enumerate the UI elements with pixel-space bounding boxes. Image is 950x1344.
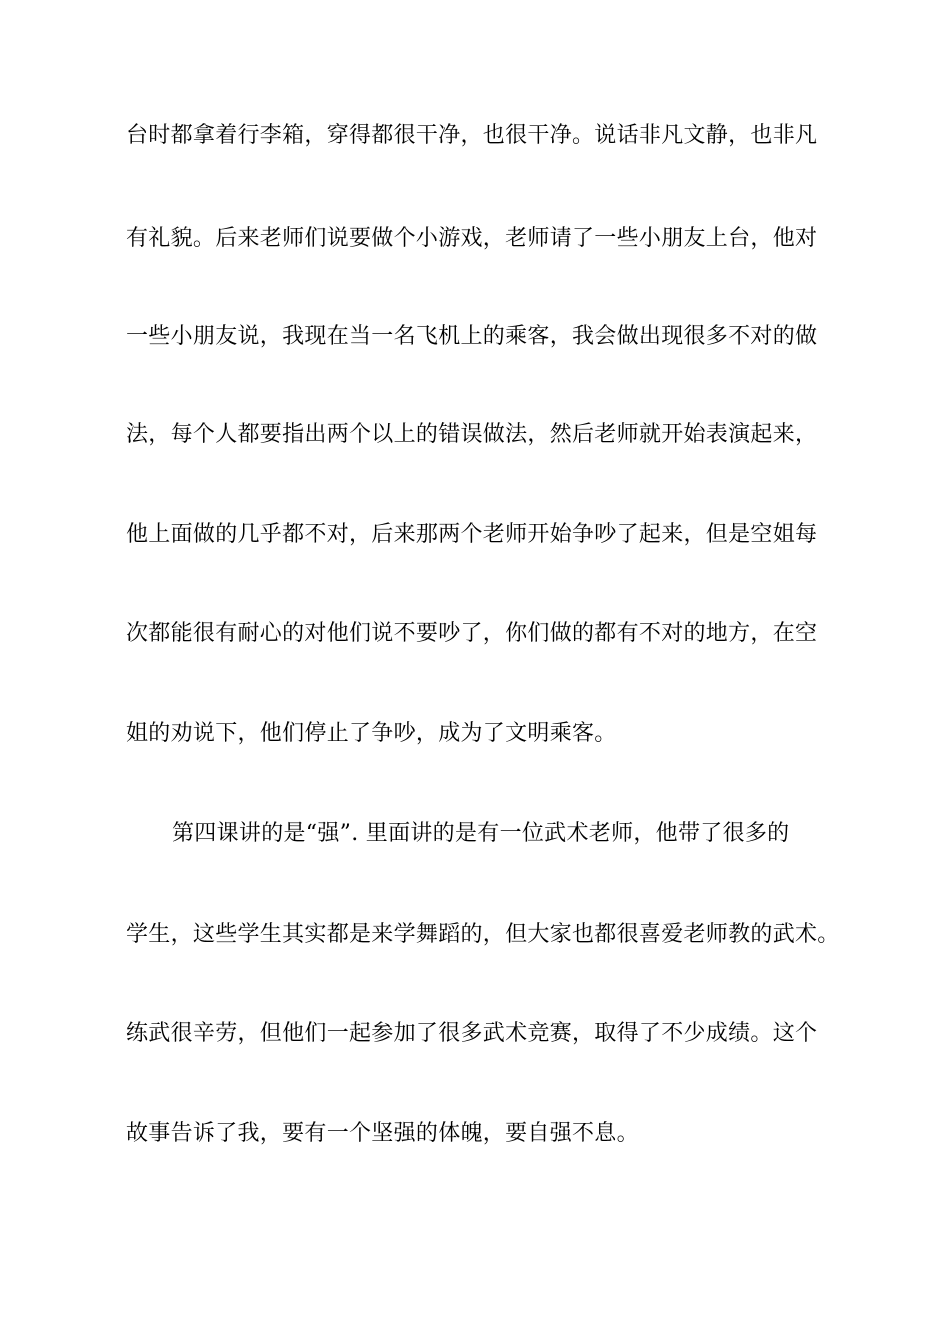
text-line: 台时都拿着行李箱，穿得都很干净，也很干净。说话非凡文静，也非凡 bbox=[126, 123, 818, 148]
paragraph-first-line: 第四课讲的是“强”. 里面讲的是有一位武术老师，他带了很多的 bbox=[172, 821, 790, 846]
text-line: 故事告诉了我，要有一个坚强的体魄，要自强不息。 bbox=[126, 1121, 639, 1146]
text-line: 他上面做的几乎都不对，后来那两个老师开始争吵了起来，但是空姐每 bbox=[126, 522, 818, 547]
text-line: 一些小朋友说，我现在当一名飞机上的乘客，我会做出现很多不对的做 bbox=[126, 324, 818, 349]
text-line: 学生，这些学生其实都是来学舞蹈的，但大家也都很喜爱老师教的武术。 bbox=[126, 922, 840, 947]
text-line: 法，每个人都要指出两个以上的错误做法，然后老师就开始表演起来， bbox=[126, 422, 818, 447]
text-line: 有礼貌。后来老师们说要做个小游戏，老师请了一些小朋友上台，他对 bbox=[126, 226, 818, 251]
text-line: 练武很辛劳，但他们一起参加了很多武术竞赛，取得了不少成绩。这个 bbox=[126, 1021, 818, 1046]
text-line: 次都能很有耐心的对他们说不要吵了，你们做的都有不对的地方，在空 bbox=[126, 621, 818, 646]
text-line: 姐的劝说下，他们停止了争吵，成为了文明乘客。 bbox=[126, 721, 617, 746]
